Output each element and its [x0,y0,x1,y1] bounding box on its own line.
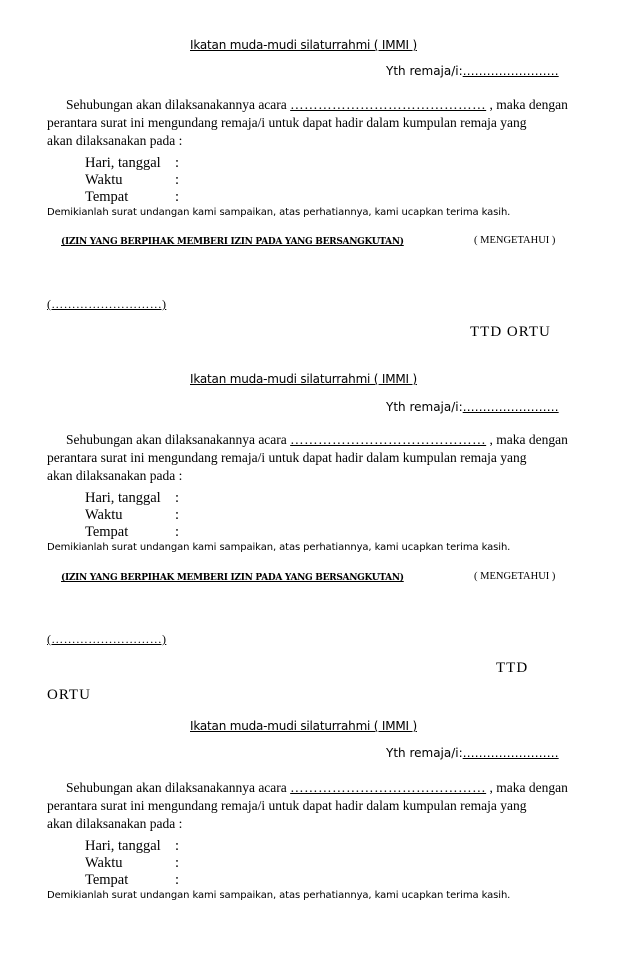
recipient-line [386,64,559,78]
acknowledged-label: ( MENGETAHUI ) [474,235,556,246]
intro-line-2: perantara surat ini mengundang remaja/i untuk dapat hadir dalam kumpulan remaja yang [47,115,527,130]
event-blank: …………………………………… [290,97,487,112]
intro-start: Sehubungan akan dilaksanakannya acara [66,97,291,112]
letter-title: Ikatan muda-mudi silaturrahmi ( IMMI ) [190,719,417,733]
field-time: Waktu : [85,855,180,871]
intro-end: , maka dengan [486,97,568,112]
letter-title: Ikatan muda-mudi silaturrahmi ( IMMI ) [190,372,417,386]
closing-sentence: Demikianlah surat undangan kami sampaikan, atas perhatiannya, kami ucapkan terima kasih. [47,542,511,553]
closing-sentence: Demikianlah surat undangan kami sampaikan, atas perhatiannya, kami ucapkan terima kasih. [47,207,511,218]
intro-start: Sehubungan akan dilaksanakannya acara [66,780,291,795]
intro-line-3: akan dilaksanakan pada : [47,816,183,831]
recipient-label: Yth remaja/i: [386,64,463,78]
intro-end: , maka dengan [486,780,568,795]
letter-title: Ikatan muda-mudi silaturrahmi ( IMMI ) [190,38,417,52]
permission-label: (IZIN YANG BERPIHAK MEMBERI IZIN PADA YANG BERSANGKUTAN) [61,573,404,583]
field-day-date: Hari, tanggal : [85,490,180,506]
intro-line-2: perantara surat ini mengundang remaja/i untuk dapat hadir dalam kumpulan remaja yang [47,798,527,813]
intro-line [66,431,568,449]
intro-line [66,779,568,797]
parent-signature-label: TTD ORTU [470,324,551,340]
closing-sentence: Demikianlah surat undangan kami sampaikan, atas perhatiannya, kami ucapkan terima kasih. [47,890,511,901]
intro-line-2: perantara surat ini mengundang remaja/i untuk dapat hadir dalam kumpulan remaja yang [47,450,527,465]
signature-blank: (………………………) [47,297,167,311]
field-day-date: Hari, tanggal : [85,838,180,854]
event-blank: …………………………………… [290,432,487,447]
intro-line-3: akan dilaksanakan pada : [47,468,183,483]
intro-start: Sehubungan akan dilaksanakannya acara [66,432,291,447]
signature-blank: (………………………) [47,632,167,646]
intro-end: , maka dengan [486,432,568,447]
field-place: Tempat : [85,872,180,888]
intro-line [66,96,568,114]
field-place: Tempat : [85,189,180,205]
field-time: Waktu : [85,172,180,188]
recipient-label: Yth remaja/i: [386,400,463,414]
recipient-blank: …………………… [462,400,559,414]
recipient-line [386,400,559,414]
intro-line-3: akan dilaksanakan pada : [47,133,183,148]
recipient-label: Yth remaja/i: [386,746,463,760]
field-day-date: Hari, tanggal : [85,155,180,171]
parent-signature-label-ortu: ORTU [47,687,91,703]
recipient-line [386,746,559,760]
permission-label: (IZIN YANG BERPIHAK MEMBERI IZIN PADA YANG BERSANGKUTAN) [61,237,404,247]
acknowledged-label: ( MENGETAHUI ) [474,571,556,582]
recipient-blank: …………………… [462,746,559,760]
field-time: Waktu : [85,507,180,523]
parent-signature-label-ttd: TTD [496,660,529,676]
field-place: Tempat : [85,524,180,540]
recipient-blank: …………………… [462,64,559,78]
event-blank: …………………………………… [290,780,487,795]
